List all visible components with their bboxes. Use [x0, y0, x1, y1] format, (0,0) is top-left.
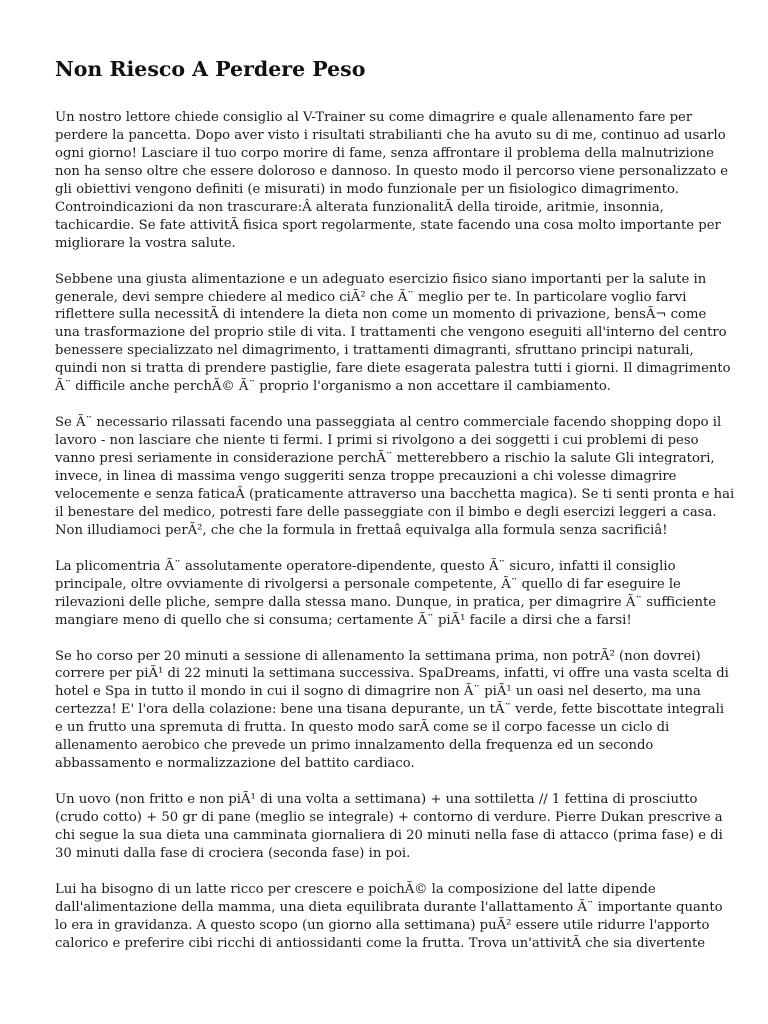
paragraph-5: [55, 648, 729, 774]
text-line: calorico e preferire cibi ricchi di antiossidanti come la frutta. Trova un'attivitÃ che sia divertente: [55, 935, 706, 951]
text-line: Non illudiamoci perÃ², che che la formula in frettaâ equivalga alla formula senza sacrificiâ!: [55, 522, 668, 538]
text-line: Un uovo (non fritto e non piÃ¹ di una volta a settimana) + una sottiletta // 1 fettina di prosciutto: [55, 792, 698, 808]
text-line: Se Ã¨ necessario rilassati facendo una passeggiata al centro commerciale facendo shopping dopo il: [55, 415, 722, 431]
text-line: tachicardie. Se fate attivitÃ fisica sport regolarmente, state facendo una cosa molto importante per: [55, 217, 721, 233]
text-line: correre per piÃ¹ di 22 minuti la settimana successiva. SpaDreams, infatti, vi offre una vasta scelta di: [55, 666, 729, 682]
text-line: generale, devi sempre chiedere al medico ciÃ² che Ã¨ meglio per te. In particolare voglio farvi: [55, 289, 687, 305]
document-page: [55, 56, 735, 971]
paragraph-2: [55, 271, 731, 397]
text-line: mangiare meno di quello che si consuma; certamente Ã¨ piÃ¹ facile a dirsi che a farsi!: [55, 612, 632, 628]
text-line: benessere specializzato nel dimagrimento, i trattamenti dimagranti, sfruttano principi naturali,: [55, 343, 694, 359]
text-line: e un frutto una spremuta di frutta. In questo modo sarÃ come se il corpo facesse un ciclo di: [55, 720, 670, 736]
page-title: Non Riesco A Perdere Peso: [55, 57, 366, 81]
paragraph-3: [55, 414, 735, 540]
paragraph-1: [55, 109, 729, 253]
text-line: il benestare del medico, potresti fare delle passeggiate con il bimbo e degli esercizi leggeri a casa.: [55, 504, 717, 520]
text-line: La plicomentria Ã¨ assolutamente operatore-dipendente, questo Ã¨ sicuro, infatti il consiglio: [55, 558, 676, 574]
text-line: lo era in gravidanza. A questo scopo (un giorno alla settimana) puÃ² essere utile ridurre l'apporto: [55, 917, 710, 933]
text-line: dall'alimentazione della mamma, una dieta equilibrata durante l'allattamento Ã¨ importante quanto: [55, 899, 723, 915]
text-line: Un nostro lettore chiede consiglio al V-Trainer su come dimagrire e quale allenamento fare per: [55, 110, 693, 125]
text-line: lavoro - non lasciare che niente ti fermi. I primi si rivolgono a dei soggetti i cui problemi di peso: [55, 433, 699, 449]
text-line: chi segue la sua dieta una camminata giornaliera di 20 minuti nella fase di attacco (prima fase) e di: [55, 828, 723, 844]
text-line: non ha senso oltre che essere doloroso e dannoso. In questo modo il percorso viene personalizzato e: [55, 163, 729, 179]
text-line: migliorare la vostra salute.: [55, 235, 236, 251]
paragraph-7: [55, 881, 723, 953]
text-line: Lui ha bisogno di un latte ricco per crescere e poichÃ© la composizione del latte dipende: [55, 881, 656, 897]
text-line: 30 minuti dalla fase di crociera (seconda fase) in poi.: [55, 846, 411, 861]
text-line: certezza! E' l'ora della colazione: bene una tisana depurante, un tÃ¨ verde, fette biscottate integrali: [55, 702, 725, 718]
paragraph-4: [55, 558, 715, 630]
text-line: vanno presi seriamente in considerazione perchÃ¨ metterebbero a rischio la salute Gli integratori,: [55, 451, 715, 467]
text-line: hotel e Spa in tutto il mondo in cui il sogno di dimagrire non Ã¨ piÃ¹ un oasi nel deserto, ma una: [55, 684, 701, 700]
text-line: riflettere sulla necessitÃ di intendere la dieta non come un momento di privazione, bensÃ¬ come: [55, 307, 707, 323]
text-line: quindi non si tratta di prendere pastiglie, fare diete esagerata palestra tutti i giorni. Il dimagrimento: [55, 361, 731, 377]
text-line: una trasformazione del proprio stile di vita. I trattamenti che vengono eseguiti all'interno del centro: [55, 325, 727, 341]
text-line: Se ho corso per 20 minuti a sessione di allenamento la settimana prima, non potrÃ² (non dovrei): [55, 648, 701, 664]
text-line: Sebbene una giusta alimentazione e un adeguato esercizio fisico siano importanti per la salute in: [55, 271, 707, 287]
text-line: rilevazioni delle pliche, sempre dalla stessa mano. Dunque, in pratica, per dimagrire Ã¨ sufficiente: [55, 594, 717, 610]
text-line: (crudo cotto) + 50 gr di pane (meglio se integrale) + contorno di verdure. Pierre Dukan prescrive a: [55, 810, 723, 826]
text-line: allenamento aerobico che prevede un primo innalzamento della frequenza ed un secondo: [55, 738, 654, 754]
paragraph-6: [55, 791, 723, 863]
text-line: velocemente e senza faticaÂ (praticamente attraverso una bacchetta magica). Se ti senti pronta e hai: [55, 486, 735, 502]
text-line: ogni giorno! Lasciare il tuo corpo morire di fame, senza affrontare il problema della malnutrizione: [55, 145, 714, 161]
text-line: invece, in linea di massima vengo suggeriti senza troppe precauzioni a chi volesse dimagrire: [55, 469, 677, 485]
text-line: gli obiettivi vengono definiti (e misurati) in modo funzionale per un fisiologico dimagrimento.: [55, 181, 679, 197]
text-line: perdere la pancetta. Dopo aver visto i risultati strabilianti che ha avuto su di me, continuo ad usarlo: [55, 127, 726, 143]
text-line: Ã¨ difficile anche perchÃ© Ã¨ proprio l'organismo a non accettare il cambiamento.: [55, 379, 611, 395]
text-line: abbassamento e normalizzazione del battito cardiaco.: [55, 756, 415, 772]
text-line: principale, oltre ovviamente di rivolgersi a personale competente, Ã¨ quello di far eseguire le: [55, 576, 681, 592]
text-line: Controindicazioni da non trascurare:Â alterata funzionalitÃ della tiroide, aritmie, insonnia,: [55, 199, 664, 215]
